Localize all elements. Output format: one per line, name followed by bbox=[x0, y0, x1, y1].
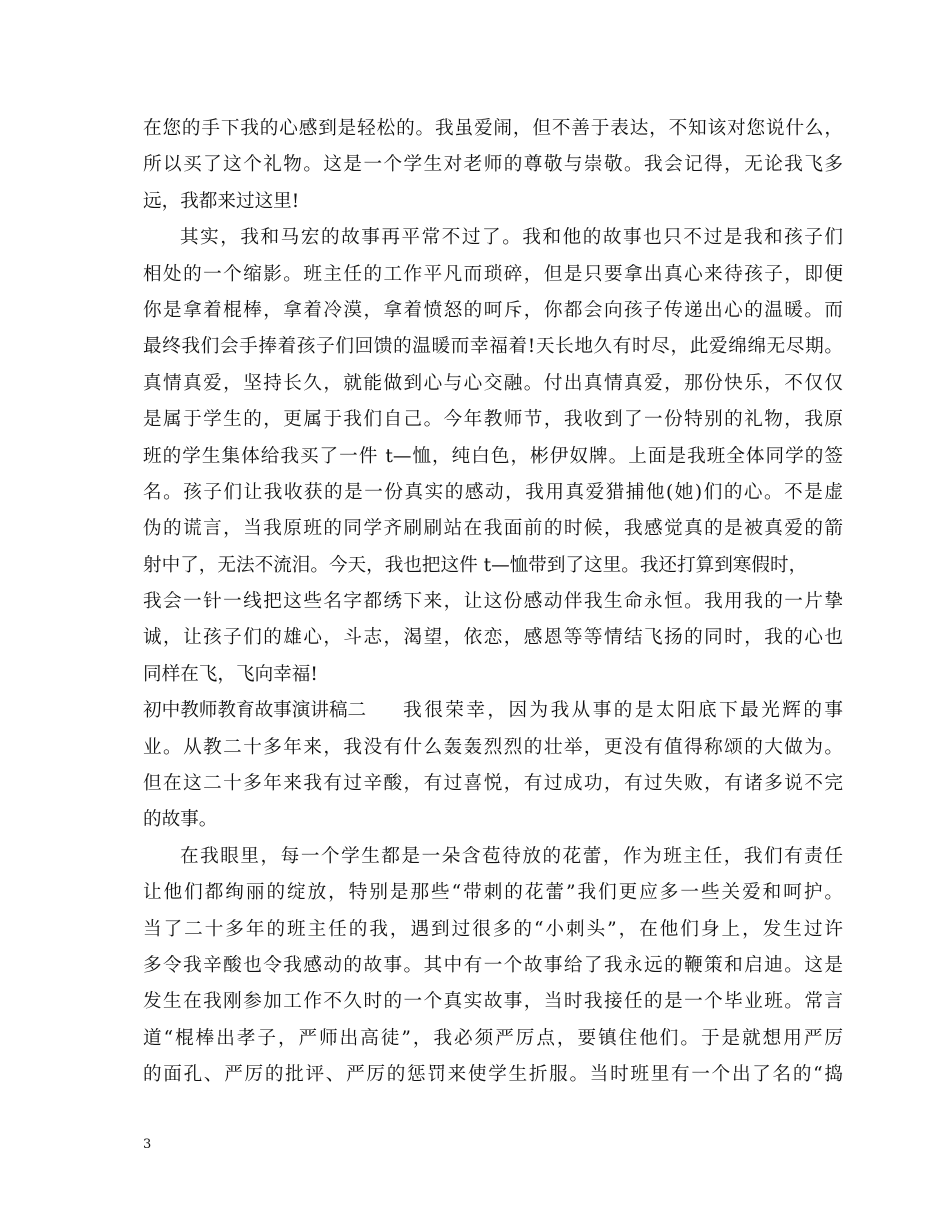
text-line: 在我眼里，每一个学生都是一朵含苞待放的花蕾，作为班主任，我们有责任 bbox=[180, 845, 843, 867]
text-line: 你是拿着棍棒，拿着冷漠，拿着愤怒的呵斥，你都会向孩子传递出心的温暖。而 bbox=[143, 299, 843, 321]
text-line: 但在这二十多年来我有过辛酸，有过喜悦，有过成功，有过失败，有诸多说不完 bbox=[143, 773, 843, 795]
paragraph bbox=[143, 220, 843, 693]
text-line: 让他们都绚丽的绽放，特别是那些“带刺的花蕾”我们更应多一些关爱和呵护。 bbox=[143, 882, 843, 904]
body-text bbox=[143, 111, 843, 1094]
text-line: 班的学生集体给我买了一件 t—恤，纯白色，彬伊奴牌。上面是我班全体同学的签 bbox=[143, 445, 843, 467]
paragraph bbox=[143, 839, 843, 1094]
section-title: 初中教师教育故事演讲稿二 bbox=[143, 700, 367, 722]
text-line: 伪的谎言，当我原班的同学齐刷刷站在我面前的时候，我感觉真的是被真爱的箭 bbox=[143, 518, 843, 540]
paragraph bbox=[143, 693, 843, 839]
text-line: 的面孔、严厉的批评、严厉的惩罚来使学生折服。当时班里有一个出了名的“捣 bbox=[143, 1064, 843, 1086]
paragraph bbox=[143, 111, 843, 220]
text-line: 多令我辛酸也令我感动的故事。其中有一个故事给了我永远的鞭策和启迪。这是 bbox=[143, 954, 843, 976]
text-line: 所以买了这个礼物。这是一个学生对老师的尊敬与崇敬。我会记得，无论我飞多 bbox=[143, 154, 843, 176]
page-number: 3 bbox=[143, 1137, 152, 1152]
text-line: 最终我们会手捧着孩子们回馈的温暖而幸福着!天长地久有时尽，此爱绵绵无尽期。 bbox=[143, 336, 843, 358]
text-line: 其实，我和马宏的故事再平常不过了。我和他的故事也只不过是我和孩子们 bbox=[180, 227, 843, 249]
text-line: 的故事。 bbox=[143, 809, 218, 831]
text-line: 在您的手下我的心感到是轻松的。我虽爱闹，但不善于表达，不知该对您说什么， bbox=[143, 118, 843, 139]
text-line: 发生在我刚参加工作不久时的一个真实故事，当时我接任的是一个毕业班。常言 bbox=[143, 991, 843, 1013]
text-line: 相处的一个缩影。班主任的工作平凡而琐碎，但是只要拿出真心来待孩子，即便 bbox=[143, 263, 843, 285]
text-line: 道“棍棒出孝子，严师出高徒”，我必须严厉点，要镇住他们。于是就想用严厉 bbox=[143, 1027, 843, 1049]
text-line: 射中了，无法不流泪。今天，我也把这件 t—恤带到了这里。我还打算到寒假时， bbox=[143, 554, 808, 576]
text-line: 我很荣幸，因为我从事的是太阳底下最光辉的事 bbox=[403, 700, 843, 722]
text-line: 我会一针一线把这些名字都绣下来，让这份感动伴我生命永恒。我用我的一片挚 bbox=[143, 591, 843, 613]
text-line: 名。孩子们让我收获的是一份真实的感动，我用真爱猎捕他(她)们的心。不是虚 bbox=[143, 481, 843, 503]
text-line: 同样在飞，飞向幸福! bbox=[143, 663, 318, 685]
text-line: 是属于学生的，更属于我们自己。今年教师节，我收到了一份特别的礼物，我原 bbox=[143, 409, 843, 431]
section-heading-line bbox=[143, 693, 843, 729]
text-line: 诚，让孩子们的雄心，斗志，渴望，依恋，感恩等等情结飞扬的同时，我的心也 bbox=[143, 627, 843, 649]
text-line: 远，我都来过这里! bbox=[143, 190, 300, 212]
text-line: 当了二十多年的班主任的我，遇到过很多的“小刺头”，在他们身上，发生过许 bbox=[143, 918, 843, 940]
text-line: 业。从教二十多年来，我没有什么轰轰烈烈的壮举，更没有值得称颂的大做为。 bbox=[143, 736, 843, 758]
text-line: 真情真爱，坚持长久，就能做到心与心交融。付出真情真爱，那份快乐，不仅仅 bbox=[143, 372, 843, 394]
